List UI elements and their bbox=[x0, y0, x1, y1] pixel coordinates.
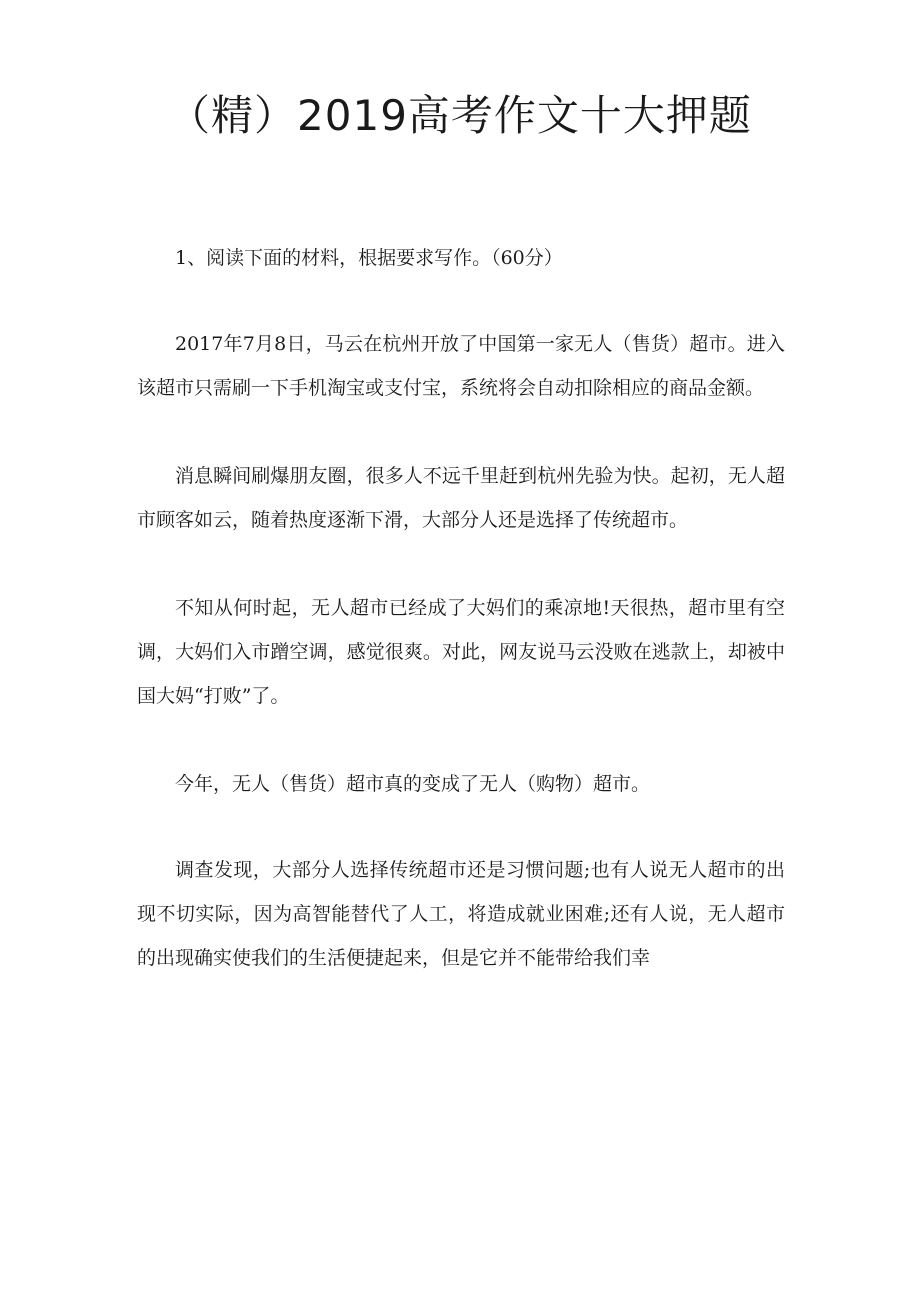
document-title: （精）2019高考作文十大押题 bbox=[168, 91, 752, 140]
paragraph: 2017年7月8日，马云在杭州开放了中国第一家无人（售货）超市。进入该超市只需刷一下手机淘宝或支付宝，系统将会自动扣除相应的商品金额。 bbox=[137, 333, 785, 399]
paragraph: 今年，无人（售货）超市真的变成了无人（购物）超市。 bbox=[175, 773, 651, 795]
paragraph: 消息瞬间刷爆朋友圈，很多人不远千里赶到杭州先验为快。起初，无人超市顾客如云，随着热度逐渐下滑，大部分人还是选择了传统超市。 bbox=[137, 465, 785, 531]
document-body bbox=[137, 236, 785, 1024]
paragraph: 调查发现，大部分人选择传统超市还是习惯问题;也有人说无人超市的出现不切实际，因为高智能替代了人工，将造成就业困难;还有人说，无人超市的出现确实使我们的生活便捷起来，但是它并不能带给我们幸 bbox=[137, 859, 785, 969]
paragraph: 不知从何时起，无人超市已经成了大妈们的乘凉地!天很热，超市里有空调，大妈们入市蹭空调，感觉很爽。对此，网友说马云没败在逃款上，却被中国大妈“打败”了。 bbox=[137, 597, 785, 707]
question-prompt: 1、阅读下面的材料，根据要求写作。（60分） bbox=[175, 247, 563, 269]
